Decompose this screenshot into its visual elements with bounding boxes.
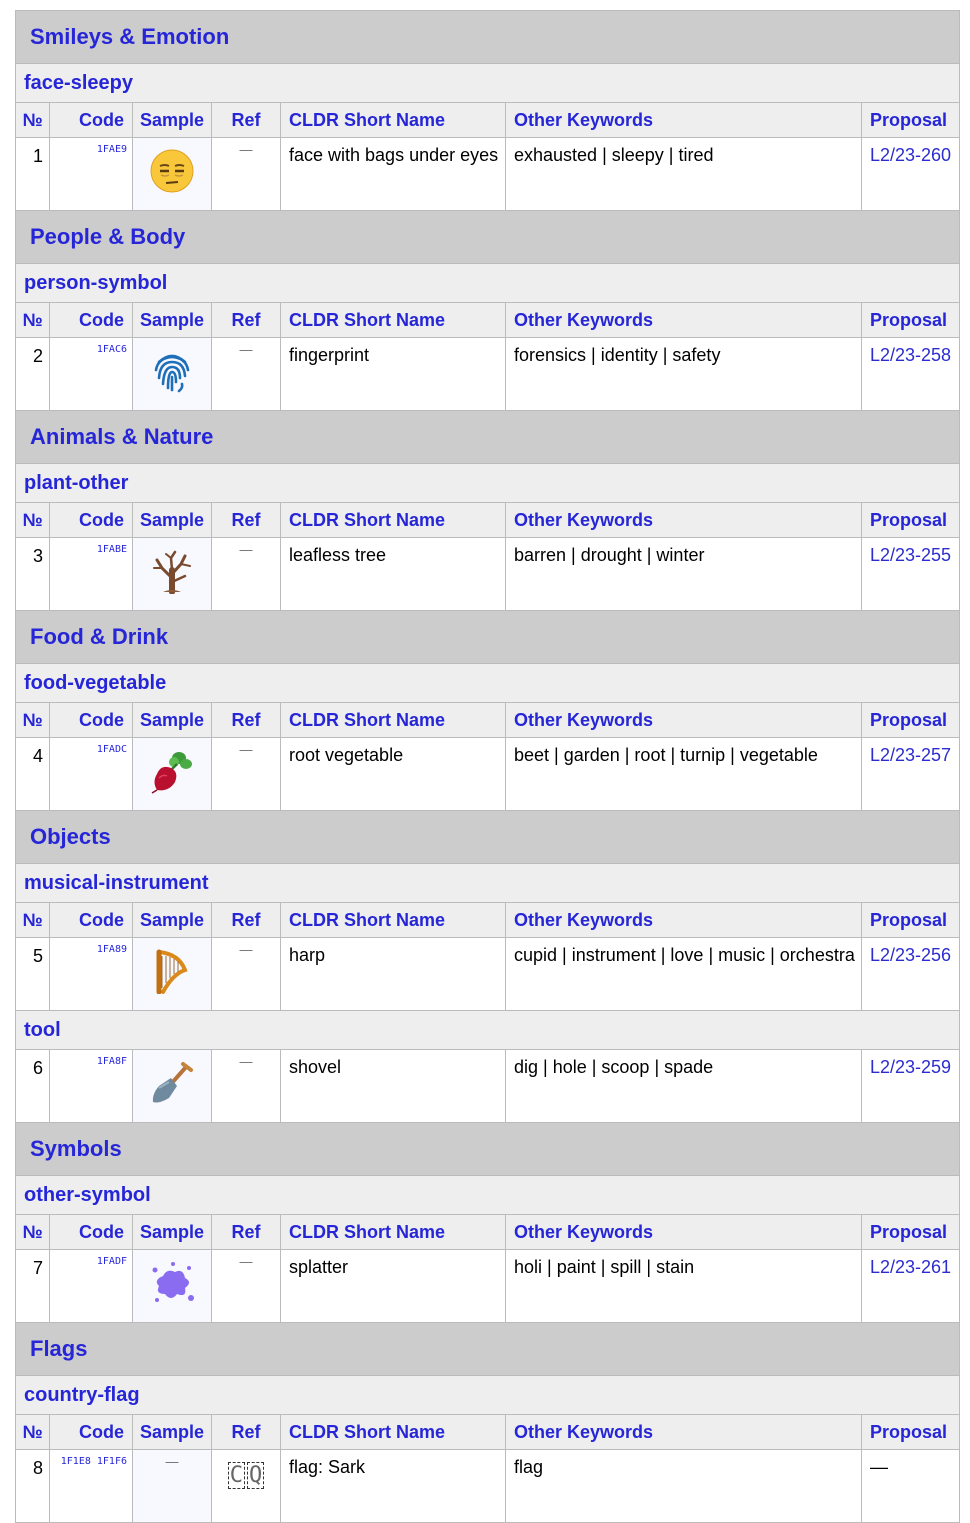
table-row xyxy=(16,938,960,1011)
col-header-num[interactable]: № xyxy=(16,303,50,338)
row-number: 3 xyxy=(16,538,50,611)
col-header-num[interactable]: № xyxy=(16,503,50,538)
table-row xyxy=(16,338,960,411)
cldr-short-name: flag: Sark xyxy=(281,1450,506,1523)
subgroup-heading[interactable]: person-symbol xyxy=(16,264,960,303)
col-header-ref[interactable]: Ref xyxy=(212,703,281,738)
root-vegetable-icon xyxy=(149,748,195,794)
row-number: 1 xyxy=(16,138,50,211)
proposal-value: — xyxy=(862,1450,960,1523)
col-header-proposal[interactable]: Proposal xyxy=(862,503,960,538)
category-heading[interactable]: Flags xyxy=(16,1323,960,1376)
subgroup-heading[interactable]: plant-other xyxy=(16,464,960,503)
sample-cell: — xyxy=(133,1450,212,1523)
col-header-sample[interactable]: Sample xyxy=(133,503,212,538)
flag-letter: Q xyxy=(249,1463,263,1488)
row-number: 8 xyxy=(16,1450,50,1523)
col-header-sample[interactable]: Sample xyxy=(133,703,212,738)
table-row xyxy=(16,738,960,811)
category-heading[interactable]: Symbols xyxy=(16,1123,960,1176)
col-header-proposal[interactable]: Proposal xyxy=(862,1415,960,1450)
other-keywords: dig | hole | scoop | spade xyxy=(506,1050,862,1123)
col-header-keywords[interactable]: Other Keywords xyxy=(506,503,862,538)
code-point[interactable]: 1FADF xyxy=(50,1250,133,1323)
col-header-num[interactable]: № xyxy=(16,1415,50,1450)
code-point[interactable]: 1FA8F xyxy=(50,1050,133,1123)
subgroup-heading[interactable]: other-symbol xyxy=(16,1176,960,1215)
proposal-link[interactable]: L2/23-258 xyxy=(862,338,960,411)
ref-cell: — xyxy=(212,738,281,811)
col-header-ref[interactable]: Ref xyxy=(212,103,281,138)
sample-cell xyxy=(133,338,212,411)
other-keywords: barren | drought | winter xyxy=(506,538,862,611)
code-point[interactable]: 1FABE xyxy=(50,538,133,611)
col-header-code[interactable]: Code xyxy=(50,503,133,538)
col-header-name[interactable]: CLDR Short Name xyxy=(281,903,506,938)
col-header-name[interactable]: CLDR Short Name xyxy=(281,1215,506,1250)
col-header-name[interactable]: CLDR Short Name xyxy=(281,303,506,338)
ref-cell: — xyxy=(212,538,281,611)
cldr-short-name: face with bags under eyes xyxy=(281,138,506,211)
col-header-num[interactable]: № xyxy=(16,1215,50,1250)
col-header-ref[interactable]: Ref xyxy=(212,1415,281,1450)
col-header-code[interactable]: Code xyxy=(50,903,133,938)
other-keywords: exhausted | sleepy | tired xyxy=(506,138,862,211)
fingerprint-icon xyxy=(149,348,195,394)
col-header-num[interactable]: № xyxy=(16,903,50,938)
category-heading[interactable]: People & Body xyxy=(16,211,960,264)
sample-cell xyxy=(133,738,212,811)
proposal-link[interactable]: L2/23-257 xyxy=(862,738,960,811)
code-point[interactable]: 1F1E8 1F1F6 xyxy=(50,1450,133,1523)
category-heading[interactable]: Objects xyxy=(16,811,960,864)
other-keywords: cupid | instrument | love | music | orchestra xyxy=(506,938,862,1011)
flag-letter: C xyxy=(229,1463,243,1488)
subgroup-heading[interactable]: country-flag xyxy=(16,1376,960,1415)
flag-letters xyxy=(227,1462,266,1489)
cldr-short-name: harp xyxy=(281,938,506,1011)
col-header-sample[interactable]: Sample xyxy=(133,1415,212,1450)
subgroup-heading[interactable]: tool xyxy=(16,1011,960,1050)
col-header-num[interactable]: № xyxy=(16,103,50,138)
col-header-keywords[interactable]: Other Keywords xyxy=(506,1215,862,1250)
col-header-code[interactable]: Code xyxy=(50,1415,133,1450)
sample-cell xyxy=(133,138,212,211)
ref-cell: — xyxy=(212,1050,281,1123)
cldr-short-name: fingerprint xyxy=(281,338,506,411)
col-header-proposal[interactable]: Proposal xyxy=(862,703,960,738)
proposal-link[interactable]: L2/23-255 xyxy=(862,538,960,611)
proposal-link[interactable]: L2/23-260 xyxy=(862,138,960,211)
col-header-sample[interactable]: Sample xyxy=(133,103,212,138)
proposal-link[interactable]: L2/23-256 xyxy=(862,938,960,1011)
emoji-table xyxy=(15,10,960,1523)
col-header-ref[interactable]: Ref xyxy=(212,503,281,538)
proposal-link[interactable]: L2/23-259 xyxy=(862,1050,960,1123)
cldr-short-name: root vegetable xyxy=(281,738,506,811)
col-header-sample[interactable]: Sample xyxy=(133,903,212,938)
row-number: 2 xyxy=(16,338,50,411)
col-header-proposal[interactable]: Proposal xyxy=(862,1215,960,1250)
code-point[interactable]: 1FAC6 xyxy=(50,338,133,411)
col-header-keywords[interactable]: Other Keywords xyxy=(506,903,862,938)
ref-cell: — xyxy=(212,338,281,411)
col-header-ref[interactable]: Ref xyxy=(212,1215,281,1250)
category-heading[interactable]: Food & Drink xyxy=(16,611,960,664)
col-header-sample[interactable]: Sample xyxy=(133,1215,212,1250)
col-header-num[interactable]: № xyxy=(16,703,50,738)
ref-cell: — xyxy=(212,1250,281,1323)
table-row xyxy=(16,138,960,211)
table-row xyxy=(16,1050,960,1123)
col-header-name[interactable]: CLDR Short Name xyxy=(281,703,506,738)
col-header-keywords[interactable]: Other Keywords xyxy=(506,103,862,138)
cldr-short-name: leafless tree xyxy=(281,538,506,611)
col-header-name[interactable]: CLDR Short Name xyxy=(281,503,506,538)
cldr-short-name: shovel xyxy=(281,1050,506,1123)
col-header-code[interactable]: Code xyxy=(50,103,133,138)
other-keywords: holi | paint | spill | stain xyxy=(506,1250,862,1323)
col-header-proposal[interactable]: Proposal xyxy=(862,303,960,338)
col-header-name[interactable]: CLDR Short Name xyxy=(281,103,506,138)
col-header-proposal[interactable]: Proposal xyxy=(862,103,960,138)
row-number: 6 xyxy=(16,1050,50,1123)
cldr-short-name: splatter xyxy=(281,1250,506,1323)
ref-cell: — xyxy=(212,138,281,211)
code-point[interactable]: 1FAE9 xyxy=(50,138,133,211)
ref-cell: — xyxy=(212,938,281,1011)
table-row xyxy=(16,538,960,611)
sample-cell xyxy=(133,538,212,611)
row-number: 5 xyxy=(16,938,50,1011)
sample-cell xyxy=(133,938,212,1011)
table-row xyxy=(16,1450,960,1523)
col-header-code[interactable]: Code xyxy=(50,303,133,338)
row-number: 4 xyxy=(16,738,50,811)
other-keywords: flag xyxy=(506,1450,862,1523)
subgroup-heading[interactable]: face-sleepy xyxy=(16,64,960,103)
leafless-tree-icon xyxy=(149,548,195,594)
col-header-ref[interactable]: Ref xyxy=(212,303,281,338)
row-number: 7 xyxy=(16,1250,50,1323)
ref-cell xyxy=(212,1450,281,1523)
harp-icon xyxy=(149,948,195,994)
col-header-sample[interactable]: Sample xyxy=(133,303,212,338)
sample-cell xyxy=(133,1250,212,1323)
col-header-code[interactable]: Code xyxy=(50,1215,133,1250)
category-heading[interactable]: Animals & Nature xyxy=(16,411,960,464)
category-heading[interactable]: Smileys & Emotion xyxy=(16,11,960,64)
other-keywords: forensics | identity | safety xyxy=(506,338,862,411)
subgroup-heading[interactable]: food-vegetable xyxy=(16,664,960,703)
col-header-ref[interactable]: Ref xyxy=(212,903,281,938)
subgroup-heading[interactable]: musical-instrument xyxy=(16,864,960,903)
col-header-code[interactable]: Code xyxy=(50,703,133,738)
other-keywords: beet | garden | root | turnip | vegetable xyxy=(506,738,862,811)
sample-cell xyxy=(133,1050,212,1123)
col-header-keywords[interactable]: Other Keywords xyxy=(506,703,862,738)
col-header-keywords[interactable]: Other Keywords xyxy=(506,1415,862,1450)
table-row xyxy=(16,1250,960,1323)
face-with-bags-under-eyes-icon xyxy=(149,148,195,194)
code-point[interactable]: 1FA89 xyxy=(50,938,133,1011)
col-header-name[interactable]: CLDR Short Name xyxy=(281,1415,506,1450)
proposal-link[interactable]: L2/23-261 xyxy=(862,1250,960,1323)
col-header-proposal[interactable]: Proposal xyxy=(862,903,960,938)
splatter-icon xyxy=(149,1260,195,1306)
code-point[interactable]: 1FADC xyxy=(50,738,133,811)
shovel-icon xyxy=(149,1060,195,1106)
col-header-keywords[interactable]: Other Keywords xyxy=(506,303,862,338)
